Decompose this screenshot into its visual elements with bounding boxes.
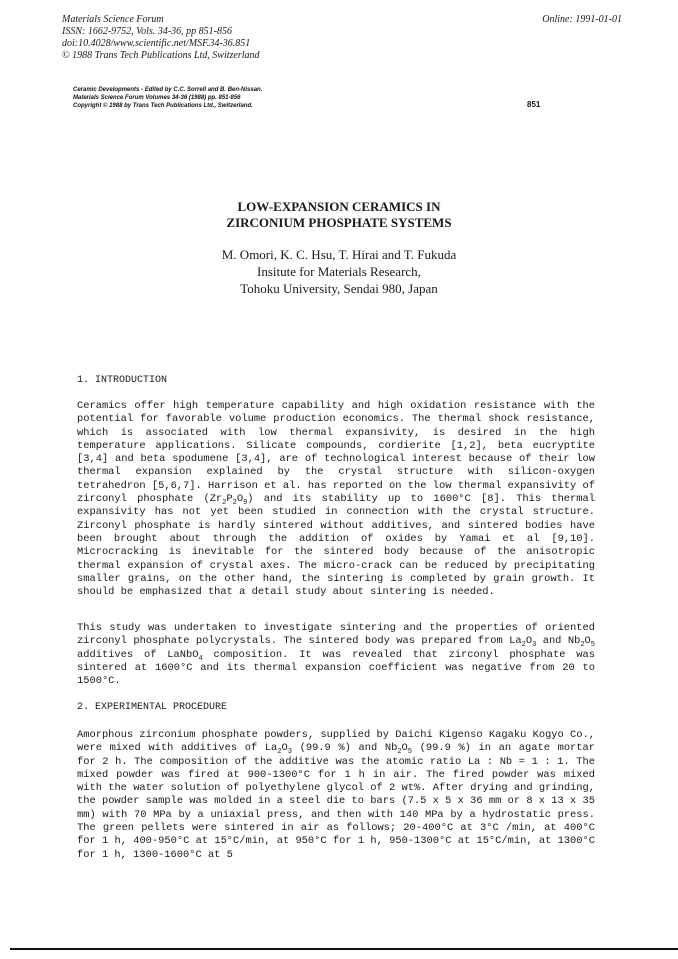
- journal-name: Materials Science Forum: [62, 14, 164, 25]
- author-institute: Insitute for Materials Research,: [257, 264, 421, 279]
- introduction-paragraph-2: This study was undertaken to investigate sintering and the properties of oriented zirconyl phosphate polycrystals. The sintered body was prepared from $La_2O_3$ and $Nb_2O_5$ additives of LaNbO$_4$ composition. It was revealed that zirconyl phosphate was sintered at 1600°C and its thermal expansion coefficient was negative from 20 to 1500°C.: [77, 622, 595, 688]
- paper-title-line-2: ZIRCONIUM PHOSPHATE SYSTEMS: [226, 215, 452, 230]
- doi-line: doi:10.4028/www.scientific.net/MSF.34-36.851: [62, 38, 251, 49]
- issn-line: ISSN: 1662-9752, Vols. 34-36, pp 851-856: [62, 26, 232, 37]
- article-meta: [62, 14, 622, 62]
- author-address: Tohoku University, Sendai 980, Japan: [240, 281, 438, 296]
- publisher-header: [73, 86, 553, 110]
- introduction-paragraph-1: Ceramics offer high temperature capability and high oxidation resistance with the potential for favorable volume production economics. The thermal shock resistance, which is associated with low thermal expansivity, is desired in the high temperature applications. Silicate compounds, cordierite [1,2], beta eucryptite [3,4] and beta spodumene [3,4], are of technological interest because of their low thermal expansion explained by the crystal structure with silicon-oxygen tetrahedron [5,6,7]. Harrison et al. has reported on the low thermal expansivity of zirconyl phosphate $(Zr_2P_2O_9)$ and its stability up to 1600°C [8]. This thermal expansivity has not yet been studied in connection with the crystal structure. Zirconyl phosphate is hardly sintered without additives, and sintered bodies have been brought about through the addition of oxides by Yamai et al [9,10]. Microcracking is inevitable for the sintered body because of the anisotropic thermal expansion of crystal axes. The micro-crack can be reduced by precipitating smaller grains, on the other hand, the sintering is completed by grain growth. It should be emphasized that a detail study about sintering is needed.: [77, 400, 595, 599]
- page-bottom-rule: [10, 948, 678, 950]
- author-block: [0, 246, 678, 297]
- author-names: M. Omori, K. C. Hsu, T. Hirai and T. Fukuda: [221, 247, 457, 262]
- online-date: Online: 1991-01-01: [542, 14, 622, 25]
- section-heading-introduction: 1. INTRODUCTION: [77, 375, 168, 386]
- copyright-line: © 1988 Trans Tech Publications Ltd, Switzerland: [62, 50, 260, 61]
- experimental-paragraph-1: Amorphous zirconium phosphate powders, supplied by Daichi Kigenso Kagaku Kogyo Co., were mixed with additives of $La_2O_3$ (99.9 %) and $Nb_2O_5$ (99.9 %) in an agate mortar for 2 h. The composition of the additive was the atomic ratio La : Nb = 1 : 1. The mixed powder was fired at 900-1300°C for 1 h in air. The fired powder was mixed with the water solution of polyethylene glycol of 2 wt%. After drying and grinding, the powder sample was molded in a steel die to bars (7.5 x 5 x 36 mm or 8 x 13 x 35 mm) with 70 MPa by a uniaxial press, and then with 140 MPa by a hydrostatic press. The green pellets were sintered in air as follows; 20-400°C at 3°C /min, at 400°C for 1 h, 400-950°C at 15°C/min, at 950°C for 1 h, 950-1300°C at 15°C/min, at 1300°C for 1 h, 1300-1600°C at 5: [77, 729, 595, 861]
- publisher-header-line-1: Ceramic Developments - Edited by C.C. Sorrell and B. Ben-Nissan.: [73, 87, 263, 93]
- paper-title-line-1: LOW-EXPANSION CERAMICS IN: [237, 199, 441, 214]
- page-number: 851: [527, 100, 541, 109]
- publisher-header-line-3: Copyright © 1988 by Trans Tech Publications Ltd., Switzerland.: [73, 103, 253, 109]
- section-heading-experimental: 2. EXPERIMENTAL PROCEDURE: [77, 702, 228, 713]
- publisher-header-line-2: Materials Science Forum Volumes 34-36 (1988) pp. 851-856: [73, 95, 241, 101]
